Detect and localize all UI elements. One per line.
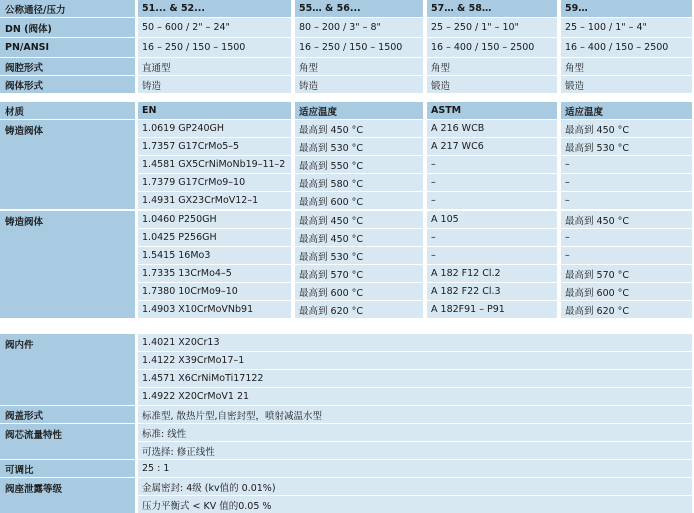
materials-header-row (0, 102, 694, 119)
row-value: 55… & 56... (295, 0, 423, 17)
material-temp: 最高到 450 °C (295, 211, 423, 228)
row-value: 锻造 (427, 76, 557, 93)
material-astm: A 216 WCB (427, 120, 557, 137)
material-row (0, 211, 694, 228)
material-row (0, 265, 694, 282)
en-header: EN (138, 102, 291, 119)
row-value: 25 – 250 / 1" – 10" (427, 18, 557, 37)
material-temp: 最高到 530 °C (295, 138, 423, 155)
material-en: 1.4581 GX5CrNiMoNb19–11–2 (138, 156, 291, 173)
material-astm: – (427, 192, 557, 209)
material-en: 1.4903 X10CrMoVNb91 (138, 301, 291, 318)
flow-row (0, 442, 694, 459)
material-temp: 最高到 600 °C (295, 192, 423, 209)
material-temp: 最高到 620 °C (295, 301, 423, 318)
row-value: 25 – 100 / 1" – 4" (561, 18, 692, 37)
flow-value: 标准: 线性 (138, 424, 692, 441)
spec-row-r4 (0, 58, 694, 75)
material-astm: A 182 F12 Cl.2 (427, 265, 557, 282)
material-en: 1.5415 16Mo3 (138, 247, 291, 264)
material-group-label: 铸造阀体 (0, 211, 135, 318)
row-value: 16 – 250 / 150 – 1500 (295, 38, 423, 57)
astm-header: ASTM (427, 102, 557, 119)
leak-label: 阀座泄露等级 (0, 478, 135, 513)
material-temp: 最高到 600 °C (561, 283, 692, 300)
trim-item: 1.4922 X20CrMoV1 21 (138, 388, 692, 405)
row-label: PN/ANSI (0, 38, 135, 57)
trim-row (0, 352, 694, 369)
spec-row-r1 (0, 0, 694, 17)
material-astm: – (427, 247, 557, 264)
material-en: 1.0619 GP240GH (138, 120, 291, 137)
trim-label: 阀内件 (0, 334, 135, 405)
row-label: DN (阀体) (0, 18, 135, 37)
material-temp: 最高到 570 °C (561, 265, 692, 282)
material-astm: – (427, 156, 557, 173)
leak-row (0, 496, 694, 513)
temp-header: 适应温度 (295, 102, 423, 119)
bonnet-value: 标准型, 散热片型,自密封型，喷射减温水型 (138, 406, 692, 423)
material-temp: – (561, 229, 692, 246)
material-en: 1.0460 P250GH (138, 211, 291, 228)
material-row (0, 283, 694, 300)
spec-row-r5 (0, 76, 694, 93)
row-value: 51... & 52... (138, 0, 291, 17)
bonnet-row (0, 406, 694, 423)
material-temp: – (561, 247, 692, 264)
material-temp: 最高到 450 °C (295, 120, 423, 137)
materials-label: 材质 (0, 102, 135, 119)
trim-item: 1.4021 X20Cr13 (138, 334, 692, 351)
row-value: 角型 (561, 58, 692, 75)
range-value: 25 : 1 (138, 460, 692, 477)
trim-row (0, 334, 694, 351)
material-temp: 最高到 600 °C (295, 283, 423, 300)
material-temp: 最高到 450 °C (561, 120, 692, 137)
range-row (0, 460, 694, 477)
material-astm: A 105 (427, 211, 557, 228)
material-astm: A 182 F22 Cl.3 (427, 283, 557, 300)
row-value: 角型 (295, 58, 423, 75)
material-en: 1.0425 P256GH (138, 229, 291, 246)
material-temp: – (561, 156, 692, 173)
material-row (0, 247, 694, 264)
leak-value: 金属密封: 4级 (kv值的 0.01%) (138, 478, 692, 495)
material-temp: – (561, 192, 692, 209)
row-label: 阀体形式 (0, 76, 135, 93)
material-row (0, 174, 694, 191)
row-value: 80 – 200 / 3" – 8" (295, 18, 423, 37)
leak-value: 压力平衡式 < KV 值的0.05 % (138, 496, 692, 513)
row-value: 57… & 58… (427, 0, 557, 17)
material-row (0, 301, 694, 318)
trim-row (0, 388, 694, 405)
material-temp: 最高到 620 °C (561, 301, 692, 318)
row-value: 16 – 400 / 150 – 2500 (561, 38, 692, 57)
material-en: 1.7335 13CrMo4–5 (138, 265, 291, 282)
row-value: 角型 (427, 58, 557, 75)
material-temp: 最高到 530 °C (295, 247, 423, 264)
trim-item: 1.4571 X6CrNiMoTi17122 (138, 370, 692, 387)
material-temp: 最高到 570 °C (295, 265, 423, 282)
material-row (0, 138, 694, 155)
material-en: 1.4931 GX23CrMoV12–1 (138, 192, 291, 209)
flow-label: 阀芯流量特性 (0, 424, 135, 459)
leak-row (0, 478, 694, 495)
material-astm: A 217 WC6 (427, 138, 557, 155)
material-temp: 最高到 530 °C (561, 138, 692, 155)
row-label: 阀腔形式 (0, 58, 135, 75)
material-astm: – (427, 174, 557, 191)
bonnet-label: 阀盖形式 (0, 406, 135, 423)
material-astm: – (427, 229, 557, 246)
row-value: 直通型 (138, 58, 291, 75)
trim-item: 1.4122 X39CrMo17–1 (138, 352, 692, 369)
row-value: 59… (561, 0, 692, 17)
row-value: 50 – 600 / 2" – 24" (138, 18, 291, 37)
row-value: 16 – 400 / 150 – 2500 (427, 38, 557, 57)
material-astm: A 182F91 – P91 (427, 301, 557, 318)
material-group-label: 铸造阀体 (0, 120, 135, 209)
range-label: 可调比 (0, 460, 135, 477)
material-en: 1.7379 G17CrMo9–10 (138, 174, 291, 191)
material-temp: 最高到 450 °C (561, 211, 692, 228)
row-value: 铸造 (295, 76, 423, 93)
material-temp: – (561, 174, 692, 191)
row-value: 铸造 (138, 76, 291, 93)
row-value: 锻造 (561, 76, 692, 93)
flow-row (0, 424, 694, 441)
material-temp: 最高到 450 °C (295, 229, 423, 246)
material-row (0, 229, 694, 246)
spec-row-r2 (0, 18, 694, 37)
flow-value: 可选择: 修正线性 (138, 442, 692, 459)
row-label: 公称通径/压力 (0, 0, 135, 17)
material-temp: 最高到 550 °C (295, 156, 423, 173)
material-temp: 最高到 580 °C (295, 174, 423, 191)
material-row (0, 156, 694, 173)
row-value: 16 – 250 / 150 – 1500 (138, 38, 291, 57)
spec-row-r3 (0, 38, 694, 57)
material-en: 1.7380 10CrMo9–10 (138, 283, 291, 300)
material-row (0, 192, 694, 209)
material-en: 1.7357 G17CrMo5–5 (138, 138, 291, 155)
trim-row (0, 370, 694, 387)
material-row (0, 120, 694, 137)
temp-header: 适应温度 (561, 102, 692, 119)
